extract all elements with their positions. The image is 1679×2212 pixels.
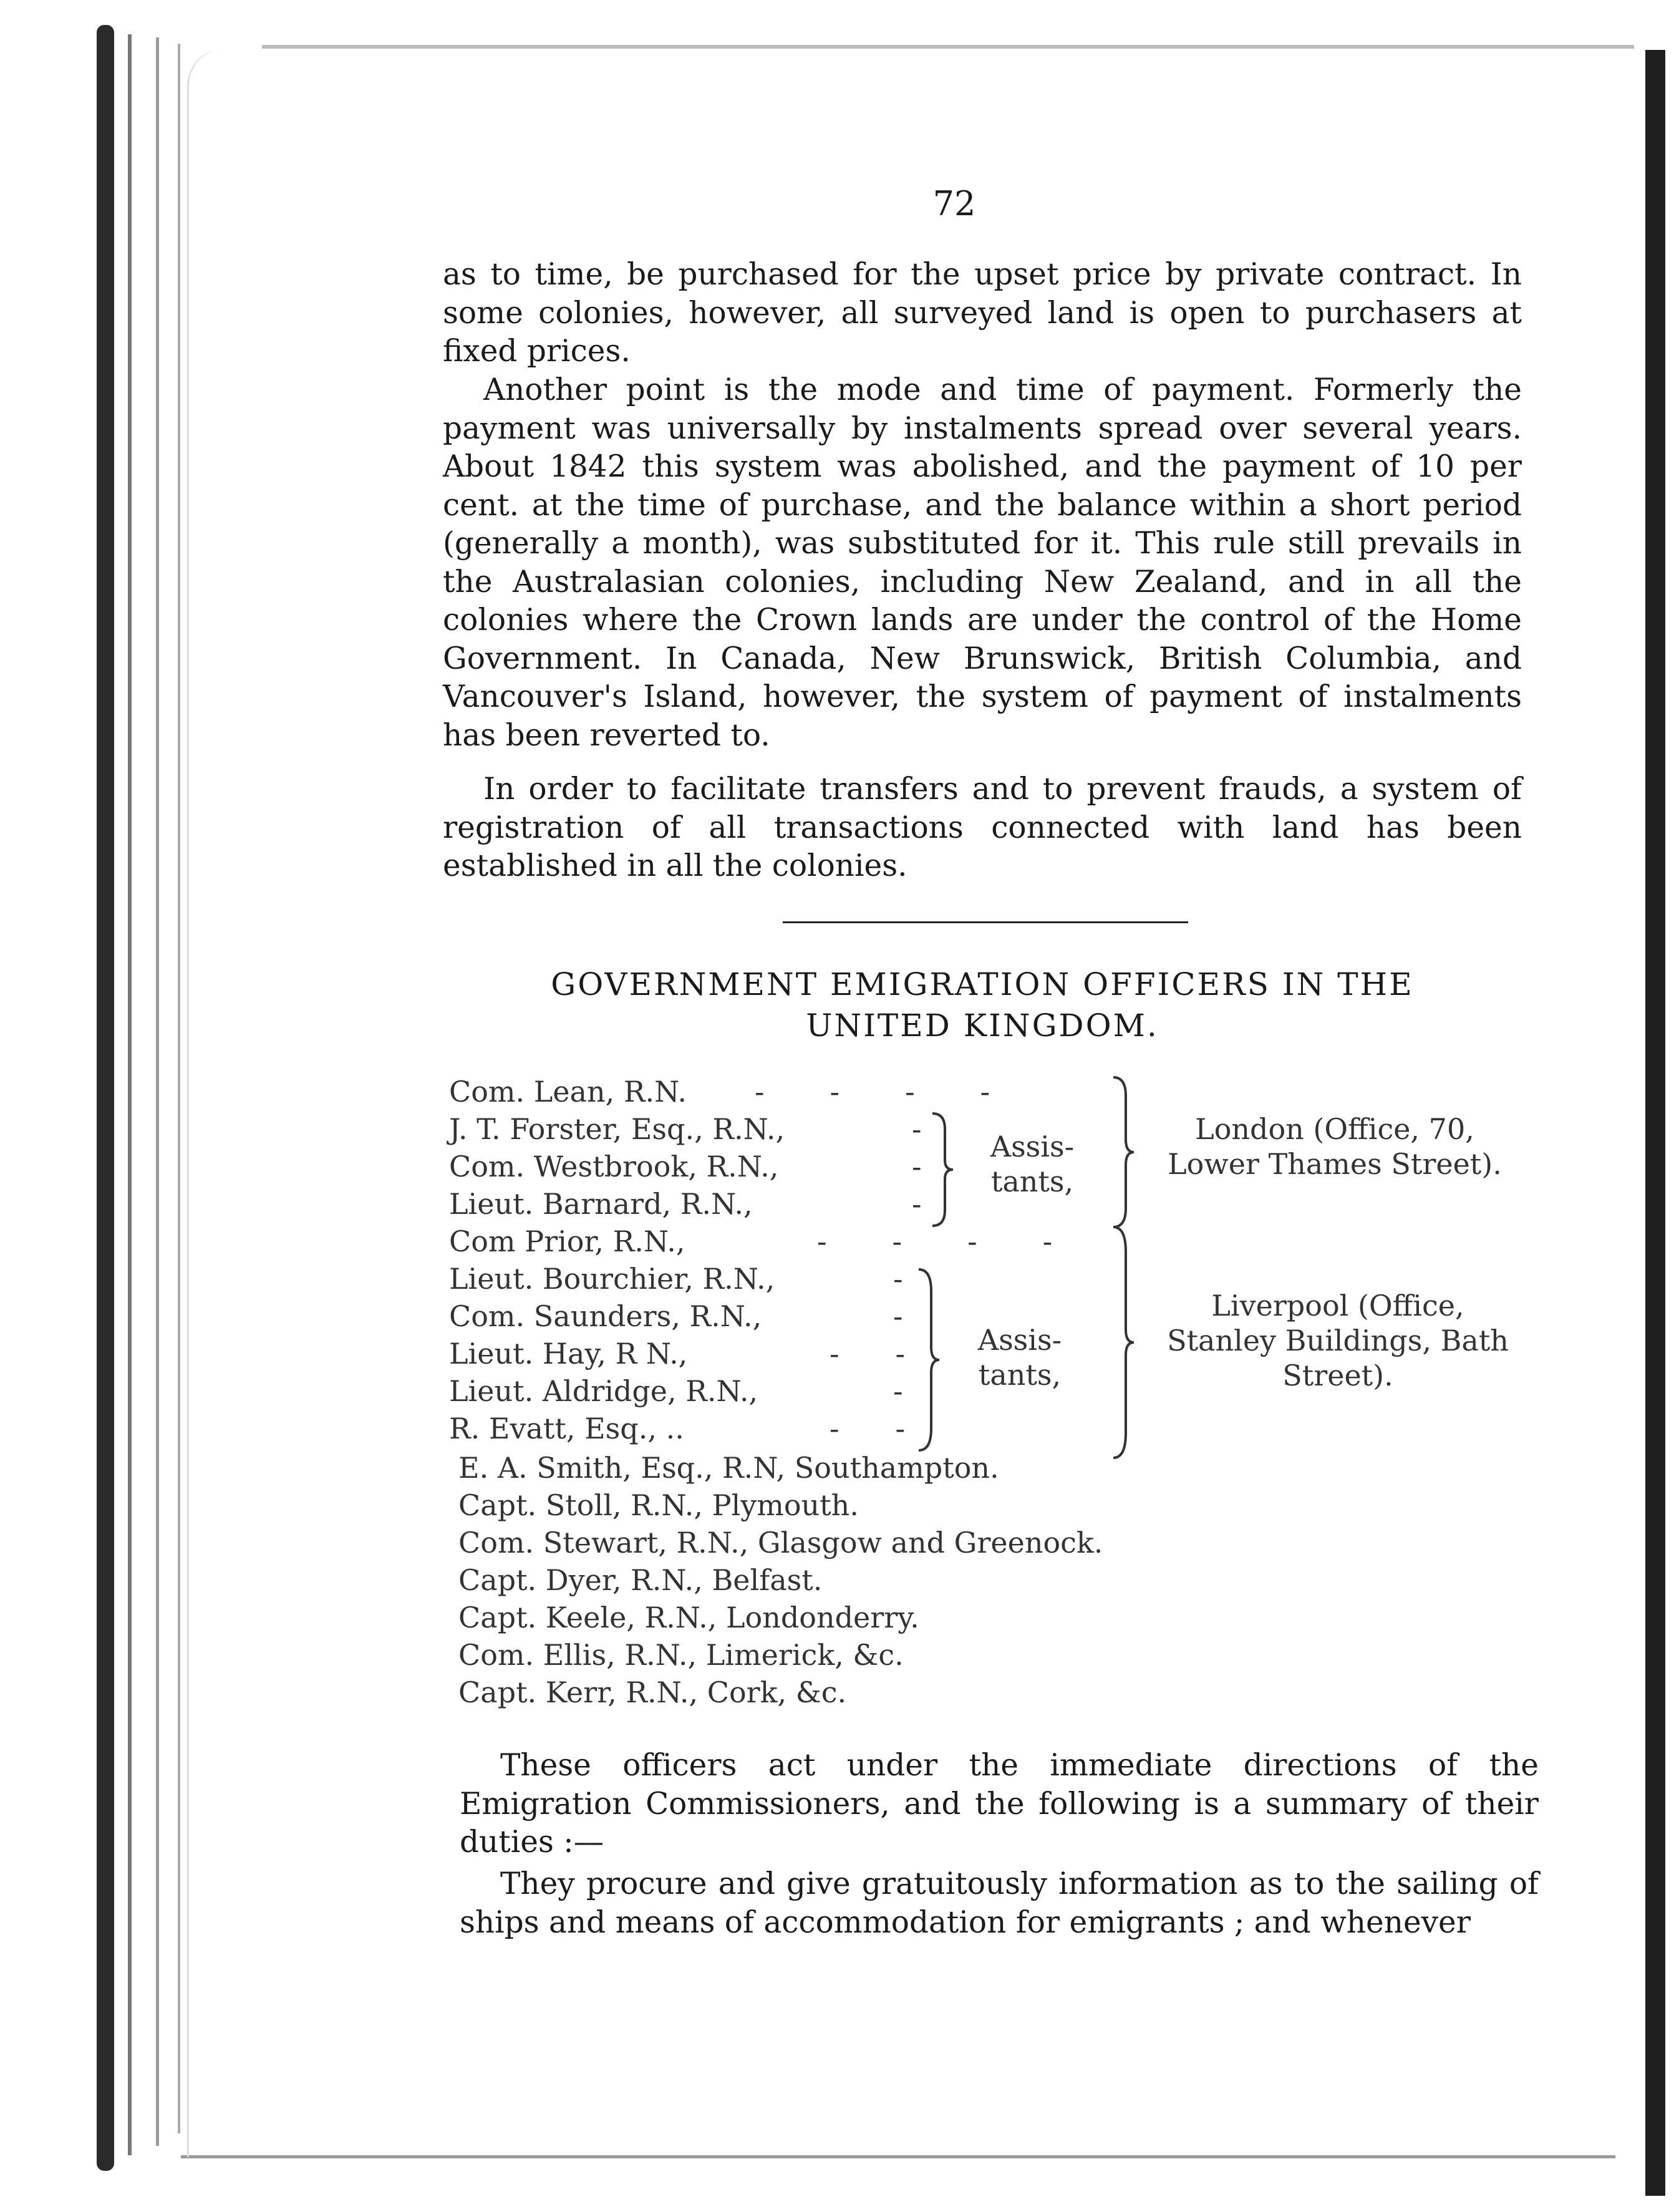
officer-entry: Capt. Kerr, R.N., Cork, &c. <box>458 1676 847 1709</box>
page-number: 72 <box>932 184 976 223</box>
leader-dash: - <box>912 1150 922 1183</box>
officer-entry: Com. Stewart, R.N., Glasgow and Greenock. <box>458 1526 1103 1560</box>
assistants-label-line: Assis- <box>990 1130 1075 1163</box>
officer-entry: E. A. Smith, Esq., R.N, Southampton. <box>458 1451 999 1485</box>
leader-dash: - <box>893 1262 903 1296</box>
leader-dash: - <box>893 1374 903 1408</box>
officer-entry: Capt. Dyer, R.N., Belfast. <box>458 1563 823 1597</box>
book-edge-left <box>97 25 114 2171</box>
assistants-label-line: tants, <box>990 1165 1074 1198</box>
officer-entry: J. T. Forster, Esq., R.N., <box>449 1112 785 1146</box>
leader-dashes: ---- <box>817 1225 1118 1258</box>
page-edge-line <box>178 44 180 2133</box>
assistants-label <box>957 1322 1082 1392</box>
assistants-label-line: Assis- <box>977 1323 1062 1357</box>
location-line: Street). <box>1282 1359 1393 1392</box>
officer-entry: Com. Ellis, R.N., Limerick, &c. <box>458 1638 904 1672</box>
officer-entry: Lieut. Aldridge, R.N., <box>449 1374 758 1408</box>
brace-icon <box>1110 1074 1135 1230</box>
book-edge-right <box>1645 50 1665 2196</box>
brace-icon <box>916 1266 941 1453</box>
paragraph-upset-price: as to time, be purchased for the upset price by private contract. In some colonies, however, all surveyed land is open to purchasers at fixed prices. <box>443 257 1522 369</box>
location-line: Lower Thames Street). <box>1168 1147 1502 1181</box>
leader-dashes: -- <box>830 1412 962 1445</box>
leader-dash: - <box>893 1299 903 1333</box>
page-edge-line <box>156 37 159 2146</box>
officer-entry: Com. Saunders, R.N., <box>449 1299 762 1333</box>
paragraph-officer-duties: These officers act under the immediate directions of the Emigration Commissioners, and the following is a summary of their duties :— <box>460 1748 1539 1860</box>
location-line: London (Office, 70, <box>1195 1112 1474 1146</box>
officer-entry: Com. Lean, R.N. <box>449 1075 687 1108</box>
officer-entry: Capt. Stoll, R.N., Plymouth. <box>458 1488 859 1522</box>
officer-entry: Lieut. Bourchier, R.N., <box>449 1262 775 1296</box>
assistants-label <box>970 1129 1095 1199</box>
officer-entry: R. Evatt, Esq., .. <box>449 1412 684 1445</box>
page-edge-line <box>128 34 132 2155</box>
brace-icon <box>929 1110 954 1229</box>
paragraph-payment: Another point is the mode and time of payment. Formerly the payment was universally by instalments spread over several years. About 1842 this system was abolished, and the payment of 10 per cent. at the time of purchase, and the balance within a short period (generally a month), was substituted for it. This rule still prevails in the Australasian colonies, including New Zealand, and in all the colonies where the Crown lands are under the control of the Home Government. In Canada, New Brunswick, British Columbia, and Vancouver's Island, however, the system of payment of instalments has been reverted to. <box>443 372 1522 753</box>
heading-line-2: UNITED KINGDOM. <box>806 1007 1159 1044</box>
leader-dashes: -- <box>830 1337 962 1370</box>
officer-entry: Capt. Keele, R.N., Londonderry. <box>458 1601 919 1634</box>
officer-entry: Com. Westbrook, R.N., <box>449 1150 779 1183</box>
heading-line-1: GOVERNMENT EMIGRATION OFFICERS IN THE <box>551 966 1414 1002</box>
liverpool-location <box>1141 1288 1534 1393</box>
location-line: Stanley Buildings, Bath <box>1167 1324 1509 1357</box>
paragraph-registration: In order to facilitate transfers and to prevent frauds, a system of registration of all transactions connected with land has been established in all the colonies. <box>443 772 1522 883</box>
officer-entry: Com Prior, R.N., <box>449 1225 685 1258</box>
officer-entry: Lieut. Barnard, R.N., <box>449 1187 753 1221</box>
assistants-label-line: tants, <box>978 1358 1062 1392</box>
leader-dash: - <box>912 1187 922 1221</box>
leader-dash: - <box>912 1112 922 1146</box>
leader-dashes: ---- <box>755 1075 1056 1108</box>
section-divider <box>783 921 1188 923</box>
location-line: Liverpool (Office, <box>1211 1289 1464 1322</box>
brace-icon <box>1110 1224 1135 1461</box>
paragraph-information: They procure and give gratuitously information as to the sailing of ships and means of accommodation for emigrants ; and whenever <box>460 1866 1539 1940</box>
section-heading <box>443 964 1522 1046</box>
officer-entry: Lieut. Hay, R N., <box>449 1337 688 1370</box>
london-location <box>1141 1112 1528 1181</box>
